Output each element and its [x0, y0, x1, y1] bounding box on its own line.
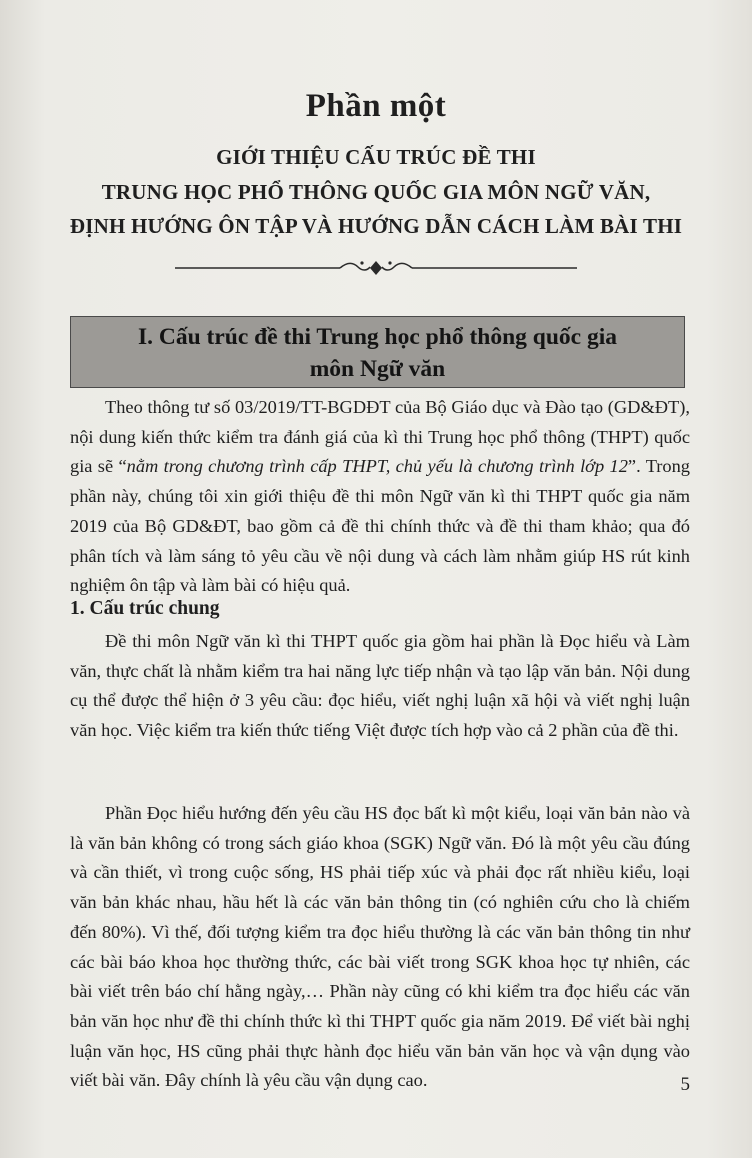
- page-number: 5: [680, 1074, 690, 1095]
- heading-general-structure: 1. Cấu trúc chung: [70, 598, 220, 619]
- intro-quote: nằm trong chương trình cấp THPT, chủ yếu là chương trình lớp 12: [126, 456, 628, 477]
- section-title-box: [70, 316, 685, 388]
- subtitle-line-3: ĐỊNH HƯỚNG ÔN TẬP VÀ HƯỚNG DẪN CÁCH LÀM BÀI THI: [69, 214, 683, 238]
- part-title: Phần một: [305, 88, 447, 124]
- intro-text-end: ”. Trong phần này, chúng tôi xin giới thiệu đề thi môn Ngữ văn kì thi THPT quốc gia năm 2019 của Bộ GD&ĐT, bao gồm cả đề thi chính thức và đề thi tham khảo; qua đó phân tích và làm sáng tỏ yêu cầu về nội dung và cách làm nhằm giúp HS rút kinh nghiệm ôn tập và làm bài có hiệu quả.: [70, 456, 690, 596]
- subtitle-line-2: TRUNG HỌC PHỔ THÔNG QUỐC GIA MÔN NGỮ VĂN,: [101, 180, 651, 204]
- section-title-line-2: môn Ngữ văn: [309, 356, 446, 382]
- subtitle-line-1: GIỚI THIỆU CẤU TRÚC ĐỀ THI: [216, 145, 536, 169]
- intro-text-start: Theo thông tư số 03/2019/TT-BGDĐT của Bộ Giáo dục và Đào tạo (GD&ĐT), nội dung kiến thức kiểm tra đánh giá của kì thi Trung học phổ thông (THPT) quốc gia sẽ “: [70, 397, 690, 477]
- reading-paragraph: Phần Đọc hiểu hướng đến yêu cầu HS đọc bất kì một kiểu, loại văn bản nào và là văn bản không có trong sách giáo khoa (SGK) Ngữ văn. Đó là một yêu cầu đúng và cần thiết, vì trong cuộc sống, HS phải tiếp xúc và phải đọc rất nhiều kiểu, loại văn bản khác nhau, hầu hết là các văn bản thông tin (có nghiên cứu cho là chiếm đến 80%). Vì thế, đối tượng kiểm tra đọc hiểu thường là các văn bản thông tin như các bài báo khoa học thường thức, các bài viết trong SGK khoa học tự nhiên, các bài viết trên báo chí hằng ngày,… Phần này cũng có khi kiểm tra đọc hiểu các văn bản văn học như đề thi chính thức kì thi THPT quốc gia năm 2019. Để viết bài nghị luận văn học, HS cũng phải thực hành đọc hiểu văn bản văn học và vận dụng vào viết bài văn. Đây chính là yêu cầu vận dụng cao.: [70, 803, 690, 1091]
- structure-paragraph: Đề thi môn Ngữ văn kì thi THPT quốc gia gồm hai phần là Đọc hiểu và Làm văn, thực chất là nhằm kiểm tra hai năng lực tiếp nhận và tạo lập văn bản. Nội dung cụ thể được thể hiện ở 3 yêu cầu: đọc hiểu, viết nghị luận xã hội và viết nghị luận văn học. Việc kiểm tra kiến thức tiếng Việt được tích hợp vào cả 2 phần của đề thi.: [70, 631, 690, 741]
- intro-paragraph: [70, 393, 690, 601]
- section-title-line-1: I. Cấu trúc đề thi Trung học phổ thông quốc gia: [137, 324, 618, 350]
- ornament-divider: [175, 258, 577, 278]
